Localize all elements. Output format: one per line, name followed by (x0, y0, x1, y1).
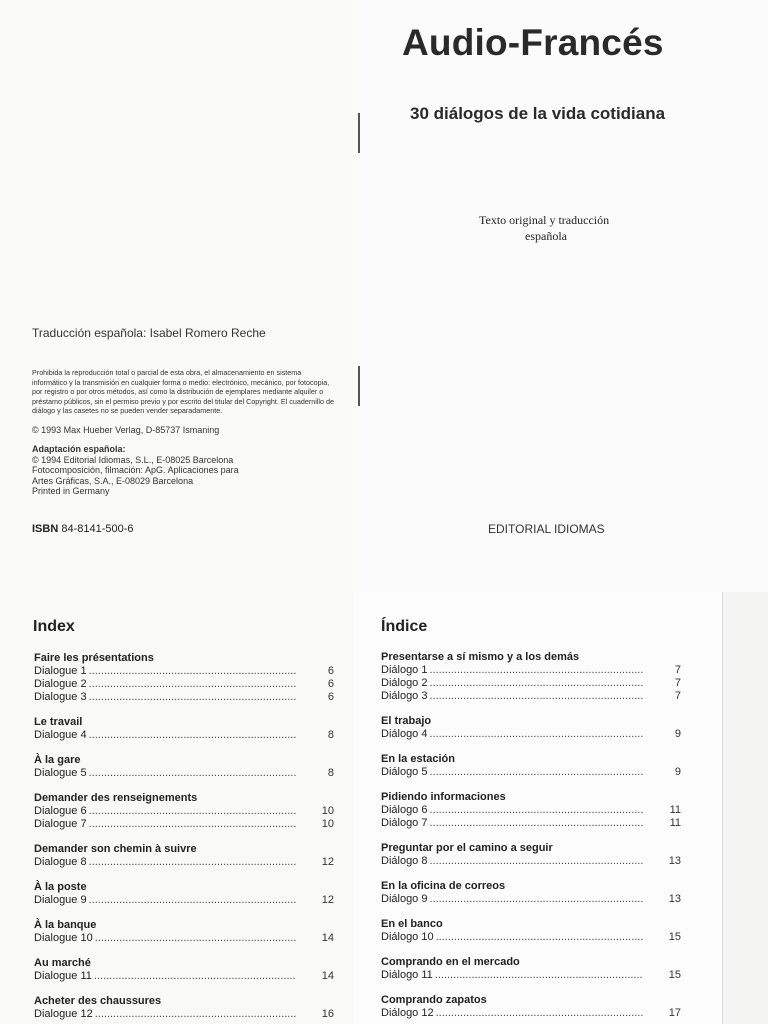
toc-row (34, 665, 334, 678)
original-text-note-line-2: española (525, 229, 567, 243)
toc-row (34, 894, 334, 907)
adaptation-heading: Adaptación española: (32, 444, 126, 455)
toc-page-number: 6 (327, 691, 334, 703)
toc-section-title: Le travail (34, 716, 83, 728)
toc-entry-label: Dialogue 5 (34, 767, 87, 779)
toc-page-number: 12 (321, 856, 334, 868)
toc-row (34, 932, 334, 945)
toc-section-title: Acheter des chaussures (34, 995, 162, 1007)
toc-row (381, 817, 681, 830)
dot-leader (89, 729, 296, 742)
toc-entry-label: Dialogue 2 (34, 678, 87, 690)
toc-entry-label: Diálogo 7 (381, 817, 428, 829)
table-of-contents-spanish (381, 650, 681, 1020)
toc-section (34, 994, 334, 1021)
toc-section-title: Faire les présentations (34, 652, 154, 664)
toc-section-title: En el banco (381, 918, 443, 930)
book-title: Audio-Francés (402, 22, 664, 63)
toc-section (381, 955, 681, 982)
toc-section (34, 753, 334, 780)
dot-leader (429, 804, 643, 817)
toc-section (34, 842, 334, 869)
dot-leader (429, 664, 643, 677)
toc-page-number: 7 (674, 690, 681, 702)
toc-page-number: 11 (669, 817, 681, 829)
toc-section-title: El trabajo (381, 715, 432, 727)
toc-section-title: Presentarse a sí mismo y a los demás (381, 651, 580, 663)
toc-page-number: 8 (327, 729, 334, 741)
toc-entry-label: Dialogue 9 (34, 894, 87, 906)
toc-page-number: 10 (321, 818, 334, 830)
toc-section-title: À la banque (34, 919, 97, 931)
toc-entry-label: Dialogue 11 (34, 970, 92, 982)
toc-entry-label: Dialogue 7 (34, 818, 87, 830)
toc-entry-label: Dialogue 6 (34, 805, 87, 817)
dot-leader (89, 805, 296, 818)
toc-row (381, 677, 681, 690)
toc-page-number: 15 (668, 969, 681, 981)
toc-page-number: 9 (674, 728, 681, 740)
toc-page-number: 7 (674, 677, 681, 689)
toc-section-title: Demander son chemin à suivre (34, 843, 197, 855)
toc-page-number: 6 (327, 678, 334, 690)
toc-entry-label: Dialogue 10 (34, 932, 93, 944)
toc-page-number: 12 (321, 894, 334, 906)
toc-entry-label: Dialogue 4 (34, 729, 87, 741)
dot-leader (429, 677, 643, 690)
toc-section-title: À la gare (34, 754, 81, 766)
dot-leader (429, 893, 643, 906)
book-subtitle: 30 diálogos de la vida cotidiana (410, 104, 666, 123)
title-page (356, 0, 768, 592)
dot-leader (429, 855, 643, 868)
adaptation-line: Printed in Germany (32, 486, 110, 496)
toc-page-number: 11 (669, 804, 681, 816)
indice-heading: Índice (381, 618, 428, 635)
toc-entry-label: Dialogue 8 (34, 856, 87, 868)
toc-section (381, 650, 681, 703)
toc-section (381, 993, 681, 1020)
toc-page-number: 8 (327, 767, 334, 779)
adaptation-line: Artes Gráficas, S.A., E-08029 Barcelona (32, 475, 194, 486)
toc-section-title: Demander des renseignements (34, 792, 198, 804)
dot-leader (89, 856, 296, 869)
dot-leader (94, 970, 296, 983)
toc-page-number: 10 (321, 805, 334, 817)
toc-entry-label: Diálogo 1 (381, 664, 428, 676)
staple-mark (358, 366, 360, 406)
toc-row (34, 691, 334, 704)
toc-section-title: Preguntar por el camino a seguir (381, 842, 553, 854)
toc-row (34, 729, 334, 742)
publisher-name: EDITORIAL IDIOMAS (488, 522, 605, 536)
toc-row (381, 855, 681, 868)
index-heading: Index (33, 618, 75, 635)
legal-text: Prohibida la reproducción total o parcial de esta obra, el almacenamiento en sistema informático y la transmisión en cualquier forma o medio: electrónico, mecánico, por fotocopia, por registro o por otros métodos, así como la distribución de ejemplares mediante alquiler o préstamo públicos, sin el permiso previo y por escrito del titular del Copyright. El cuadernillo de diálogo y las casetes no se pueden vender separadamente. (32, 368, 335, 416)
toc-row (381, 931, 681, 944)
toc-row (34, 856, 334, 869)
toc-section (34, 918, 334, 945)
toc-row (381, 969, 681, 982)
toc-section-title: Pidiendo informaciones (381, 791, 506, 803)
toc-section-title: À la poste (34, 881, 87, 893)
toc-section (381, 752, 681, 779)
dot-leader (89, 894, 296, 907)
toc-section-title: Au marché (34, 957, 91, 969)
toc-section (381, 879, 681, 906)
toc-entry-label: Diálogo 11 (381, 969, 433, 981)
toc-row (34, 678, 334, 691)
staple-mark (358, 113, 360, 153)
dot-leader (89, 665, 296, 678)
dot-leader (429, 766, 643, 779)
toc-section (381, 714, 681, 741)
toc-entry-label: Diálogo 10 (381, 931, 434, 943)
translator-credit: Traducción española: Isabel Romero Reche (32, 326, 266, 340)
dot-leader (95, 1008, 296, 1021)
toc-section (34, 880, 334, 907)
dot-leader (95, 932, 296, 945)
toc-page-number: 16 (321, 1008, 334, 1020)
toc-page-number: 17 (668, 1007, 681, 1019)
toc-page-number: 13 (668, 855, 681, 867)
toc-row (34, 805, 334, 818)
adaptation-line: © 1994 Editorial Idiomas, S.L., E-08025 Barcelona (32, 454, 234, 465)
isbn-label: ISBN (32, 523, 59, 535)
toc-entry-label: Diálogo 4 (381, 728, 428, 740)
toc-entry-label: Dialogue 1 (34, 665, 87, 677)
toc-section-title: Comprando en el mercado (381, 956, 520, 968)
toc-entry-label: Diálogo 5 (381, 766, 428, 778)
toc-section (34, 791, 334, 831)
dot-leader (436, 1007, 643, 1020)
toc-row (381, 1007, 681, 1020)
toc-section-title: Comprando zapatos (381, 994, 487, 1006)
toc-section (34, 651, 334, 704)
toc-page-number: 15 (668, 931, 681, 943)
toc-page-number: 9 (674, 766, 681, 778)
original-text-note-line-1: Texto original y traducción (479, 213, 610, 227)
toc-row (34, 1008, 334, 1021)
dot-leader (429, 728, 643, 741)
toc-entry-label: Diálogo 3 (381, 690, 428, 702)
toc-entry-label: Dialogue 12 (34, 1008, 93, 1020)
toc-section (381, 841, 681, 868)
toc-row (381, 766, 681, 779)
toc-row (381, 804, 681, 817)
dot-leader (89, 818, 296, 831)
toc-section-title: En la estación (381, 753, 455, 765)
toc-row (381, 728, 681, 741)
dot-leader (89, 691, 296, 704)
toc-row (381, 690, 681, 703)
toc-page-number: 7 (674, 664, 681, 676)
legal-notice (32, 368, 338, 496)
toc-entry-label: Diálogo 2 (381, 677, 428, 689)
copyright-line: © 1993 Max Hueber Verlag, D-85737 Ismaning (32, 424, 220, 435)
toc-page-number: 13 (668, 893, 681, 905)
toc-entry-label: Diálogo 9 (381, 893, 428, 905)
dot-leader (436, 931, 643, 944)
toc-entry-label: Diálogo 6 (381, 804, 428, 816)
dot-leader (429, 817, 643, 830)
toc-section (34, 715, 334, 742)
toc-section (381, 917, 681, 944)
toc-page-number: 14 (321, 970, 334, 982)
copyright-page (0, 0, 356, 592)
toc-page-number: 6 (327, 665, 334, 677)
toc-page-number: 14 (321, 932, 334, 944)
table-of-contents-french (34, 651, 334, 1021)
isbn (32, 523, 134, 535)
toc-row (381, 664, 681, 677)
toc-section (381, 790, 681, 830)
dot-leader (429, 690, 643, 703)
dot-leader (89, 767, 296, 780)
toc-section (34, 956, 334, 983)
toc-row (381, 893, 681, 906)
dot-leader (89, 678, 296, 691)
toc-section-title: En la oficina de correos (381, 880, 506, 892)
adaptation-line: Fotocomposición, filmación: ApG. Aplicaciones para (32, 465, 239, 476)
toc-row (34, 767, 334, 780)
toc-entry-label: Dialogue 3 (34, 691, 87, 703)
isbn-value: 84-8141-500-6 (61, 523, 134, 535)
toc-entry-label: Diálogo 8 (381, 855, 428, 867)
dot-leader (435, 969, 643, 982)
toc-row (34, 818, 334, 831)
toc-entry-label: Diálogo 12 (381, 1007, 434, 1019)
toc-row (34, 970, 334, 983)
